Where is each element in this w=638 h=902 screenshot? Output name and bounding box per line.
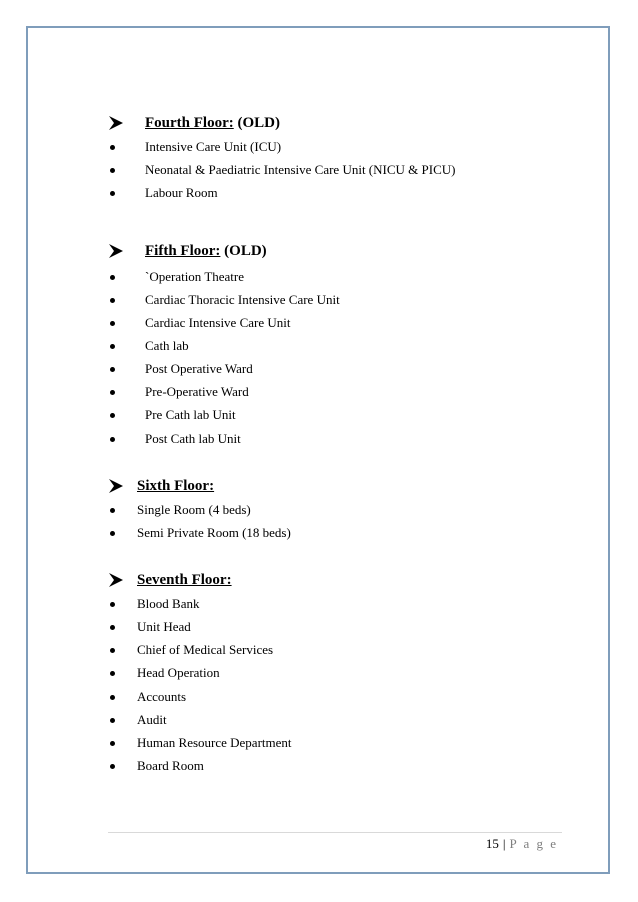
page-number: 15 [485, 836, 499, 851]
bullet-icon [110, 145, 115, 150]
section-title-suffix: (OLD) [233, 114, 280, 131]
section-title [145, 243, 267, 260]
bullet-icon [110, 695, 115, 700]
bullet-icon [110, 648, 115, 653]
list-item-text: Labour Room [145, 185, 218, 200]
footer-separator: | [502, 836, 506, 851]
list-item-text: Post Operative Ward [145, 361, 253, 376]
bullet-icon [110, 531, 115, 536]
bullet-icon [110, 344, 115, 349]
bullet-icon [110, 367, 115, 372]
list-item-text: Neonatal & Paediatric Intensive Care Unit (NICU & PICU) [145, 162, 456, 177]
list-item-text: Pre Cath lab Unit [145, 407, 236, 422]
list-item-text: Accounts [137, 689, 187, 704]
page-border [26, 26, 610, 874]
arrow-bullet-icon [108, 240, 126, 262]
bullet-icon [110, 625, 115, 630]
bullet-icon [110, 168, 115, 173]
section-title-suffix: (OLD) [220, 242, 267, 259]
list-item-text: Chief of Medical Services [137, 642, 274, 657]
page-footer [486, 836, 558, 852]
bullet-icon [110, 741, 115, 746]
bullet-icon [110, 321, 115, 326]
footer-divider [108, 832, 562, 833]
bullet-icon [110, 671, 115, 676]
bullet-icon [110, 390, 115, 395]
list-item-text: Semi Private Room (18 beds) [137, 525, 291, 540]
arrow-bullet-icon [108, 475, 126, 497]
section-title [137, 572, 232, 589]
section-title-underlined: Seventh Floor: [137, 571, 232, 588]
section-title-underlined: Sixth Floor: [137, 477, 215, 494]
arrow-bullet-icon [108, 569, 126, 591]
section-title [137, 478, 214, 495]
bullet-icon [110, 437, 115, 442]
bullet-icon [110, 764, 115, 769]
list-item-text: Unit Head [137, 619, 191, 634]
bullet-icon [110, 508, 115, 513]
list-item-text: Cath lab [145, 338, 189, 353]
list-item-text: Single Room (4 beds) [137, 502, 251, 517]
list-item-text: Cardiac Thoracic Intensive Care Unit [145, 292, 340, 307]
arrow-bullet-icon [108, 112, 126, 134]
bullet-icon [110, 718, 115, 723]
bullet-icon [110, 298, 115, 303]
list-item-text: Blood Bank [137, 596, 200, 611]
list-item-text: Intensive Care Unit (ICU) [145, 139, 282, 154]
list-item-text: Audit [137, 712, 167, 727]
bullet-icon [110, 191, 115, 196]
bullet-icon [110, 275, 115, 280]
list-item-text: Post Cath lab Unit [145, 431, 241, 446]
section-title-underlined: Fourth Floor: [145, 114, 234, 131]
list-item-text: Board Room [137, 758, 204, 773]
bullet-icon [110, 413, 115, 418]
section-title [145, 115, 280, 132]
list-item-text: Cardiac Intensive Care Unit [145, 315, 291, 330]
page-label: P a g e [509, 836, 558, 851]
list-item-text: Head Operation [137, 665, 220, 680]
section-title-underlined: Fifth Floor: [145, 242, 221, 259]
list-item-text: `Operation Theatre [145, 269, 245, 284]
bullet-icon [110, 602, 115, 607]
list-item-text: Human Resource Department [137, 735, 292, 750]
list-item-text: Pre-Operative Ward [145, 384, 249, 399]
